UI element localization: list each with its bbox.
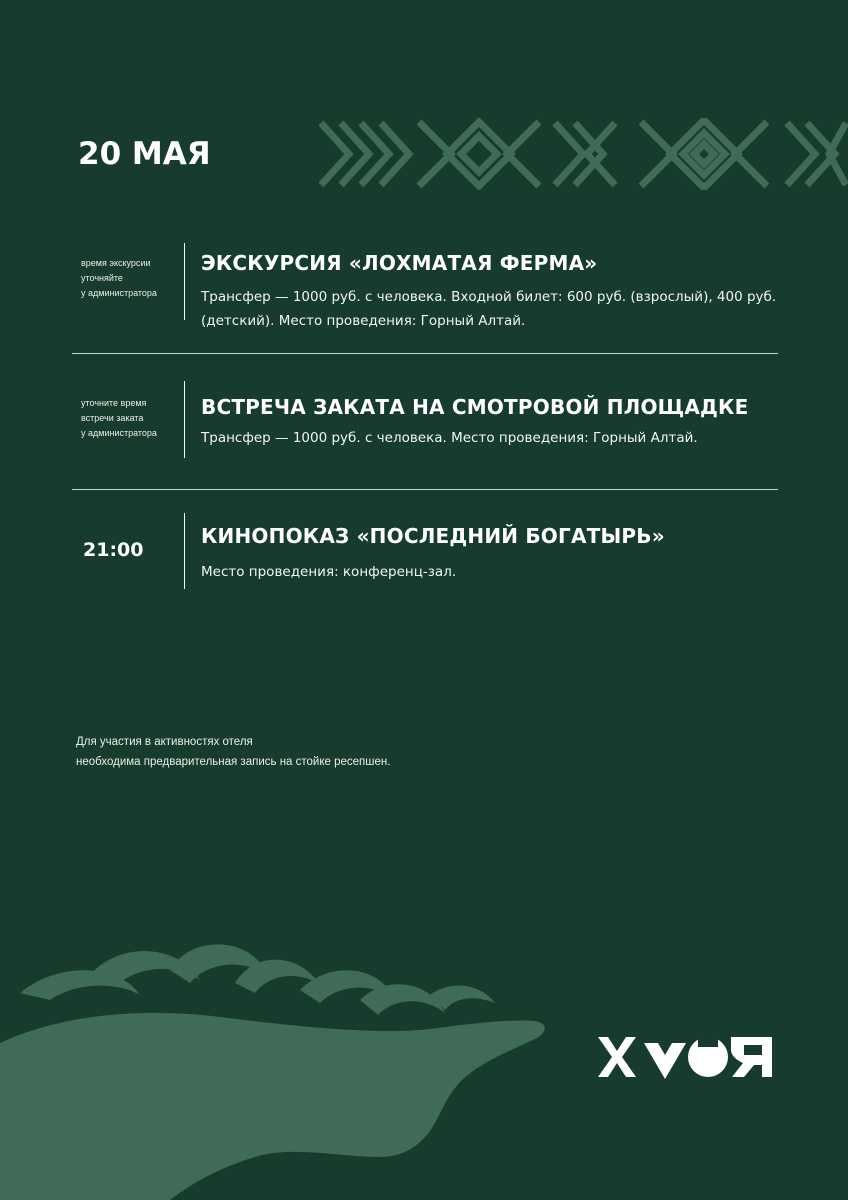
event-3-title: КИНОПОКАЗ «ПОСЛЕДНИЙ БОГАТЫРЬ» (201, 524, 665, 548)
event-2-divider (184, 381, 185, 458)
xvoya-logo (598, 1035, 773, 1079)
event-3-divider (184, 513, 185, 589)
separator-2 (72, 489, 778, 490)
geometric-ornament-icon (319, 118, 848, 190)
separator-1 (72, 353, 778, 354)
participation-note: Для участия в активностях отеля необходима предварительная запись на стойке ресепшен. (76, 736, 391, 768)
deer-silhouette-icon (0, 935, 560, 1200)
event-2-title: ВСТРЕЧА ЗАКАТА НА СМОТРОВОЙ ПЛОЩАДКЕ (201, 395, 749, 419)
event-3-time: 21:00 (83, 539, 144, 561)
event-1-description: Трансфер — 1000 руб. с человека. Входной билет: 600 руб. (взрослый), 400 руб. (детский). Место проведения: Горный Алтай. (201, 289, 777, 329)
event-1-divider (184, 243, 185, 320)
event-2-description: Трансфер — 1000 руб. с человека. Место проведения: Горный Алтай. (201, 430, 698, 446)
event-1-time-note: время экскурсии уточняйте у администратора (81, 258, 157, 298)
event-1-title: ЭКСКУРСИЯ «ЛОХМАТАЯ ФЕРМА» (201, 251, 598, 275)
event-2-time-note: уточните время встречи заката у администратора (81, 398, 157, 438)
page-date: 20 МАЯ (78, 136, 211, 172)
event-3-description: Место проведения: конференц-зал. (201, 564, 457, 580)
